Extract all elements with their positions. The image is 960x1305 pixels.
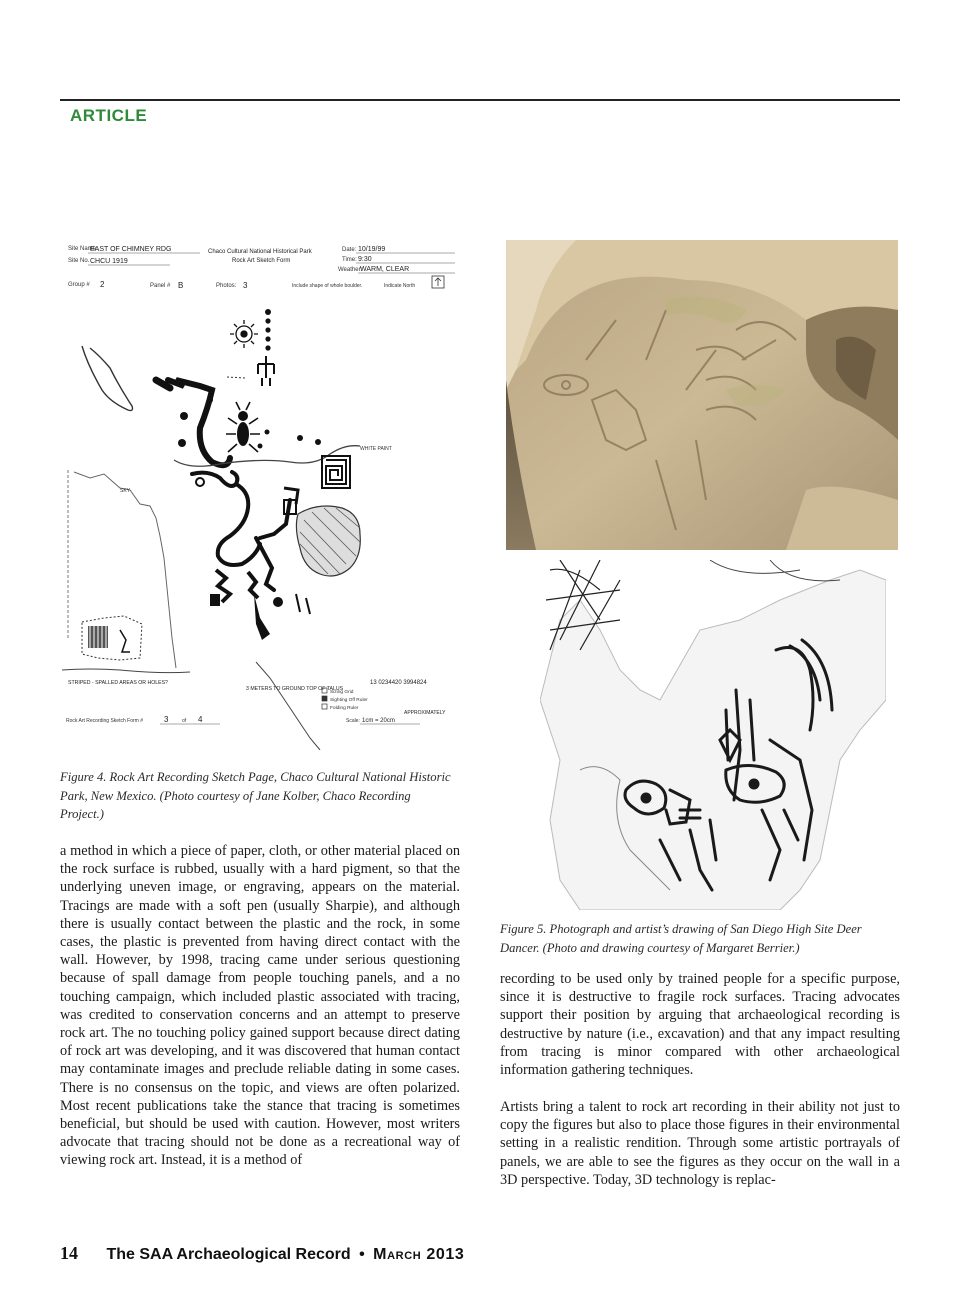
form-north-label: Indicate North [384, 283, 416, 289]
svg-text:Time:: Time: [342, 257, 357, 263]
form-sheet-total: 4 [198, 715, 203, 724]
body-right-column-1 [500, 970, 900, 1079]
note-stripes: STRIPED - SPALLED AREAS OR HOLES? [68, 680, 168, 686]
body-paragraph: recording to be used only by trained people for a specific purpose, since it is destructive to fragile rock surfaces. Tracing advocates support their position by arguing that archaeological recording is destructive by nature (i.e., excavation) and that any impact resulting from tracing is minor compared with other archaeological information gathering techniques. [500, 971, 900, 1079]
svg-text:Folding Ruler: Folding Ruler [330, 706, 359, 711]
body-right-column-2 [500, 1098, 900, 1189]
figure-4-caption: Figure 4. Rock Art Recording Sketch Page, Chaco Cultural National Historic Park, New Mexico. (Photo courtesy of Jane Kolber, Chaco Recording Project.) [60, 770, 451, 821]
form-weather: WARM, CLEAR [360, 266, 410, 273]
note-paint: WHITE PAINT [360, 446, 392, 452]
form-scale: 1cm = 20cm [362, 718, 395, 724]
header-rule [60, 99, 900, 101]
figure-5-photograph [506, 240, 898, 550]
svg-text:Site No.: Site No. [68, 258, 90, 264]
figure-4-sketch-form [60, 238, 460, 750]
svg-text:Date:: Date: [342, 247, 357, 253]
form-shape-label: Include shape of whole boulder. [292, 283, 363, 289]
note-approx: APPROXIMATELY [404, 710, 446, 716]
section-label: ARTICLE [70, 106, 148, 125]
svg-text:Group #: Group # [68, 282, 90, 288]
form-date: 10/19/99 [358, 246, 386, 253]
svg-text:Site Name: Site Name [68, 246, 97, 252]
form-panel: B [178, 281, 184, 290]
svg-text:Panel #: Panel # [150, 283, 171, 289]
form-site-no: CHCU 1919 [90, 258, 128, 265]
note-sky: SKY [120, 488, 131, 494]
figure-5-caption: Figure 5. Photograph and artist’s drawing of San Diego High Site Deer Dancer. (Photo and drawing courtesy of Margaret Berrier.) [500, 922, 862, 955]
form-sheet-no: 3 [164, 715, 169, 724]
svg-text:Photos:: Photos: [216, 283, 237, 289]
svg-text:Sighting Off Ruler: Sighting Off Ruler [330, 698, 368, 703]
svg-text:Sizing Grid: Sizing Grid [330, 690, 354, 695]
body-left-column [60, 842, 460, 1170]
footer-bullet: • [359, 1246, 365, 1263]
page-number: 14 [60, 1243, 78, 1263]
svg-text:Scale:: Scale: [346, 718, 360, 724]
form-photos: 3 [243, 281, 248, 290]
form-title-2: Rock Art Sketch Form [232, 258, 291, 264]
svg-text:Weather:: Weather: [338, 267, 363, 273]
issue-date: March 2013 [373, 1246, 465, 1263]
body-paragraph: Artists bring a talent to rock art recording in their ability not just to copy the figures but also to place those figures in their environmental setting in a realistic rendition. Through some artistic portrayals of panels, we are able to see the figures as they occur on the wall in a 3D perspective. Today, 3D technology is replac- [500, 1099, 900, 1188]
page-footer [60, 1243, 464, 1264]
utm-value: 13 0234420 3994824 [370, 680, 427, 686]
form-title-1: Chaco Cultural National Historical Park [208, 249, 312, 255]
body-paragraph: a method in which a piece of paper, cloth, or other material placed on the rock surface is rubbed, usually with a hard pigment, so that the underlying uneven image, or engraving, appears on the material. Tracings are made with a soft pen (usually Sharpie), and although there is usually contact between the plastic and the rock, in some cases, the plastic is prevented from having direct contact with the wall. However, by 1998, tracing came under serious questioning because of spall damage from people touching panels, and a no touching campaign, which included plastic associated with tracing, was credited to conservation concerns and an attempt to preserve rock art. The no touching policy gained support because direct dating of rock art was developing, and it was discovered that human contact may contaminate images and preclude reliable dating in some cases. There is no consensus on the topic, and views are often polarized. Most recent publications take the stance that tracing is sometimes beneficial, but should be used with caution. However, most writers advocate that tracing should not be done as a recreational way of viewing rock art. Instead, it is a method of [60, 843, 460, 1169]
svg-text:2: 2 [100, 280, 105, 289]
form-footer-label: Rock Art Recording Sketch Form # [66, 718, 143, 724]
note-ground: 3 METERS TO GROUND TOP OF TALUS [246, 686, 344, 692]
figure-5-drawing [540, 560, 886, 910]
journal-title: The SAA Archaeological Record [106, 1246, 351, 1263]
form-time: 9:30 [358, 256, 372, 263]
form-site-name: EAST OF CHIMNEY RDG [90, 246, 172, 253]
svg-text:of: of [182, 718, 187, 724]
